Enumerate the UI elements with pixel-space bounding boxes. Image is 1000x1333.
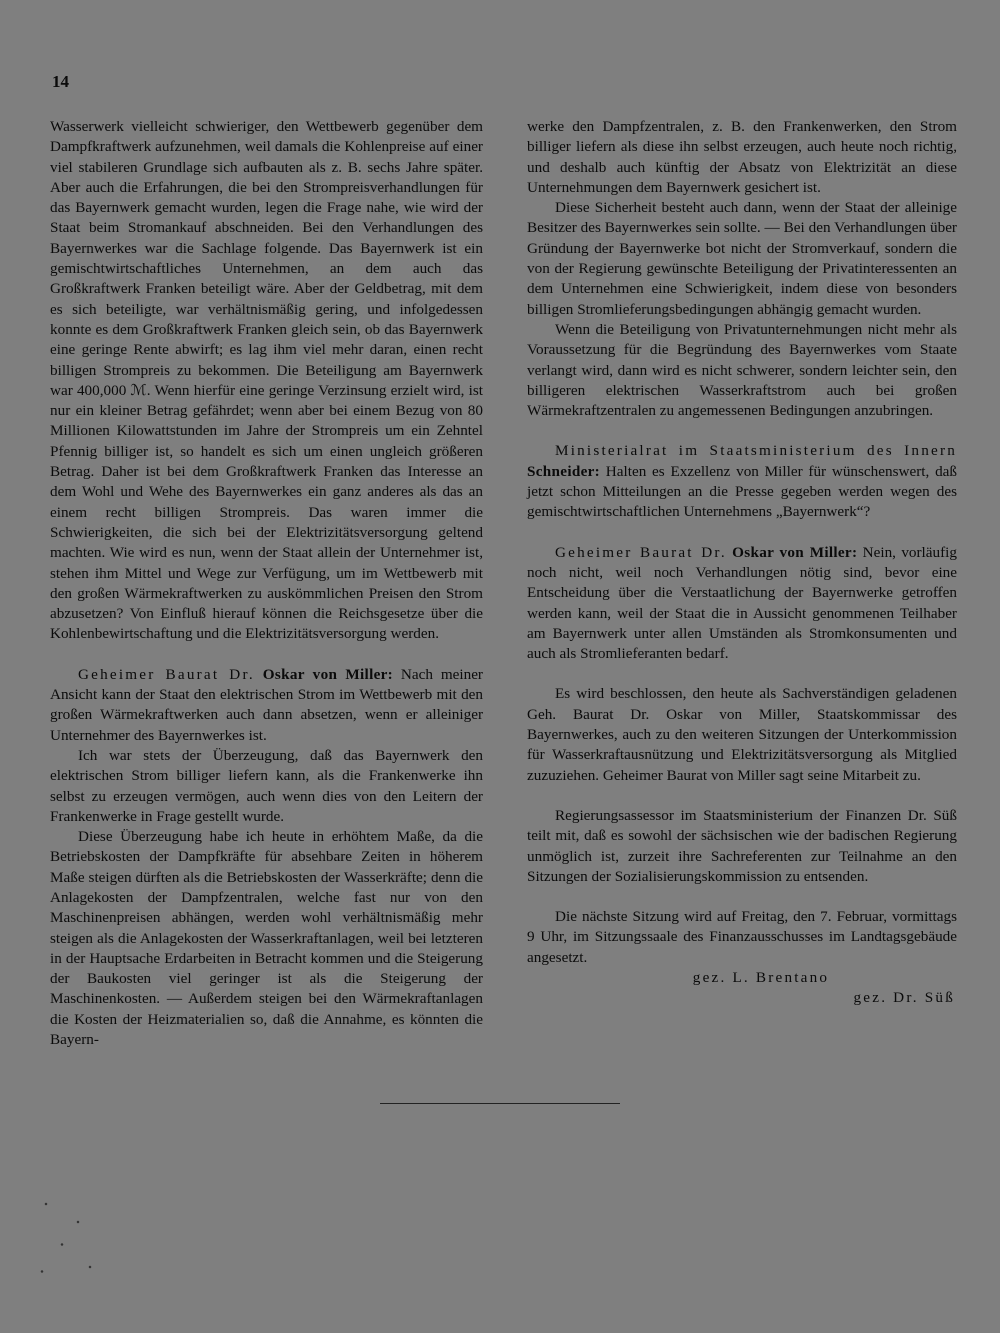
spacer — [527, 786, 957, 806]
paragraph: Ich war stets der Überzeugung, daß das Bayernwerk den elektrischen Strom billiger liefern kann, als die Frankenwerke ihn selbst zu erzeugen vermögen, auch wenn dies von den Leitern der Frankenwerke in Frage gestellt wurde. — [50, 746, 483, 825]
speaker-name: Oskar von Miller: — [262, 665, 394, 683]
speaker-text: Nach meiner Ansicht kann der Staat den elektrischen Strom im Wettbewerb mit den großen Wärmekraftwerken auch dann absetzen, wenn er alleiniger Unternehmer des Bayernwerkes ist. — [50, 665, 483, 744]
speaker-name: Oskar von Miller: — [732, 543, 858, 561]
speaker-paragraph — [527, 441, 957, 522]
signature-brentano: gez. L. Brentano — [692, 968, 830, 986]
speaker-title: Geheimer Baurat Dr. — [555, 543, 727, 561]
spacer — [527, 421, 957, 441]
paragraph: Diese Überzeugung habe ich heute in erhöhtem Maße, da die Betriebskosten der Dampfkräfte für absehbare Zeiten in höherem Maße steigen dürften als die Betriebskosten der Wasserkräfte; denn die Anlagekosten der Dampfzentralen, welche fast nur von den Maschinenpreisen abhängen, werden wohl verhältnismäßig mehr steigen als die Anlagekosten der Wasserkraftanlagen, weil bei letzteren in der Hauptsache Erdarbeiten in Betracht kommen und die Steigerung der Baukosten viel geringer ist als die Steigerung der Maschinenkosten. — Außerdem steigen bei den Wärmekraftanlagen die Kosten der Heizmaterialien so, daß die Annahme, es könnten die Bayern- — [50, 828, 483, 1049]
speaker-title: Geheimer Baurat Dr. — [78, 665, 255, 683]
speaker-text: Nein, vorläufig noch nicht, weil noch Verhandlungen nötig sind, bevor eine Entscheidung über die Verstaatlichung der Bayernwerke getroffen werden kann, weil der Staat die in Aussicht genommenen Teilhaber am Bayernwerk unter allen Umständen als Stromkonsumenten und auch als Stromlieferanten bedarf. — [527, 543, 957, 663]
speaker-text: Halten es Exzellenz von Miller für wünschenswert, daß jetzt schon Mitteilungen an die Presse gegeben werden wegen des gemischtwirtschaftlichen Unternehmens „Bayernwerk“? — [527, 462, 957, 521]
paragraph: Es wird beschlossen, den heute als Sachverständigen geladenen Geh. Baurat Dr. Oskar von Miller, Staatskommissar des Bayernwerkes, auch zu den weiteren Sitzungen der Unterkommission für Wasserkraftausnützung und Elektrizitätsversorgung als Mitglied zuzuziehen. Geheimer Baurat von Miller sagt seine Mitarbeit zu. — [527, 685, 957, 784]
scan-specks — [30, 1195, 110, 1285]
spacer — [527, 887, 957, 907]
left-column — [50, 117, 483, 1050]
paragraph: Die nächste Sitzung wird auf Freitag, den 7. Februar, vormittags 9 Uhr, im Sitzungssaale des Finanzausschusses im Landtagsgebäude angesetzt. — [527, 908, 957, 966]
spacer — [50, 645, 483, 665]
speaker-paragraph — [527, 543, 957, 665]
paragraph: Regierungsassessor im Staatsministerium der Finanzen Dr. Süß teilt mit, daß es sowohl der sächsischen wie der badischen Regierung unmöglich ist, zurzeit ihre Sachreferenten zur Teilnahme an den Sitzungen der Sozialisierungskommission zu entsenden. — [527, 806, 957, 885]
signature-suess: gez. Dr. Süß — [853, 989, 955, 1007]
paragraph: Wasserwerk vielleicht schwieriger, den Wettbewerb gegenüber dem Dampfkraftwerk aufzunehmen, weil damals die Kohlenpreise auf einer viel stabileren Grundlage sich aufbauten als z. B. sechs Jahre später. Aber auch die Erfahrungen, die bei den Strompreisverhandlungen für das Bayernwerk gemacht wurden, legen die Frage nahe, wie wird der Staat beim Stromankauf abschneiden. Bei den Verhandlungen des Bayernwerkes war die Sachlage folgende. Das Bayernwerk ist ein gemischtwirtschaftliches Unternehmen, an dem auch das Großkraftwerk Franken beteiligt wäre. Aber der Geldbetrag, mit dem es sich beteiligte, war verhältnismäßig gering, und infolgedessen konnte es dem Großkraftwerk Franken gleich sein, ob das Bayernwerk eine geringe Rente abwirft; es lag ihm viel mehr daran, einen recht billigen Strompreis zu bekommen. Die Beteiligung am Bayernwerk war 400,000 ℳ. Wenn hierfür eine geringe Verzinsung erzielt wird, ist nur ein kleiner Betrag gefährdet; wenn aber bei einem Bezug von 80 Millionen Kilowattstunden im Jahre der Strompreis um ein Zehntel Pfennig billiger ist, so handelt es sich um einen ungleich größeren Betrag. Daher ist bei dem Großkraftwerk Franken das Interesse an dem Wohl und Wehe des Bayernwerkes ein ganz anderes als das an einem recht billigen Strompreis. Das waren immer die Schwierigkeiten, die sich bei der Elektrizitätsversorgung geltend machten. Wie wird es nun, wenn der Staat allein der Unternehmer ist, stehen ihm Mittel und Wege zur Verfügung, um im Wettbewerb mit den großen Wärmekraftwerken zu auskömmlichen Preisen den Strom abzusetzen? Von Einfluß hierauf können die Reichsgesetze über die Kohlenbewirtschaftung und die Elektrizitätsversorgung werden. — [50, 118, 483, 643]
speaker-name: Schneider: — [527, 462, 601, 480]
paragraph: Diese Sicherheit besteht auch dann, wenn der Staat der alleinige Besitzer des Bayernwerkes sein sollte. — Bei den Verhandlungen über Gründung der Bayernwerke bot nicht der Stromverkauf, sondern die von der Regierung gewünschte Beteiligung der Privatinteressenten an dem Unternehmen eine Schwierigkeit, indem diese von besonders billigen Stromlieferungsbedingungen abhängig gemacht wurden. — [527, 199, 957, 318]
spacer — [527, 664, 957, 684]
paragraph: Wenn die Beteiligung von Privatunternehmungen nicht mehr als Voraussetzung für die Begründung des Bayernwerkes vom Staate verlangt wird, dann wird es nicht schwerer, sondern leichter sein, den billigeren elektrischen Wasserkraftstrom auch bei großen Wärmekraftzentralen zu angemessenen Bedingungen anzubringen. — [527, 320, 957, 420]
paragraph: werke den Dampfzentralen, z. B. den Frankenwerken, den Strom billiger liefern als diese ihn selbst erzeugen, auch heute noch richtig, und deshalb auch künftig der Absatz von Elektrizität an diese Unternehmungen dem Bayernwerk gesichert ist. — [527, 118, 957, 196]
section-divider — [380, 1103, 620, 1104]
speaker-title: Ministerialrat im Staatsministerium des Innern — [555, 442, 957, 460]
right-column — [527, 117, 957, 1009]
speaker-paragraph — [50, 665, 483, 746]
page-number: 14 — [52, 72, 69, 91]
spacer — [527, 523, 957, 543]
